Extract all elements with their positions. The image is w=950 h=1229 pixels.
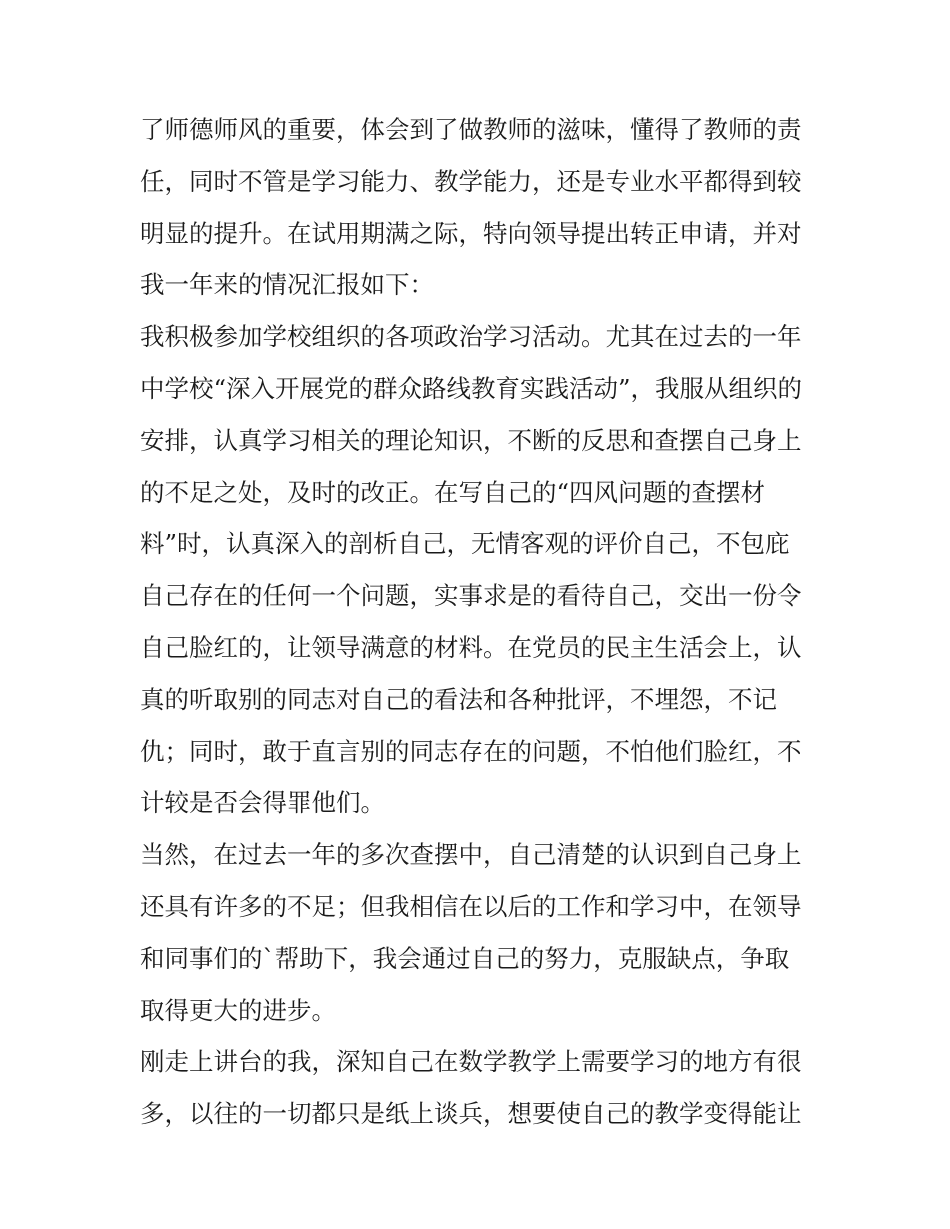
text-line: 计较是否会得罪他们。 (140, 788, 385, 818)
body-text (140, 104, 820, 1140)
text-line: 我一年来的情况汇报如下： (140, 270, 434, 300)
text-line: 自己存在的任何一个问题，实事求是的看待自己，交出一份令 (140, 581, 802, 611)
text-line: 还具有许多的不足；但我相信在以后的工作和学习中，在领导 (140, 891, 802, 921)
text-line: 多，以往的一切都只是纸上谈兵，想要使自己的教学变得能让 (140, 1099, 802, 1129)
text-line: 和同事们的`帮助下，我会通过自己的努力，克服缺点，争取 (140, 943, 790, 973)
text-line: 取得更大的进步。 (140, 995, 336, 1025)
text-line: 自己脸红的，让领导满意的材料。在党员的民主生活会上，认 (140, 632, 802, 662)
text-line: 刚走上讲台的我，深知自己在数学教学上需要学习的地方有很 (140, 1047, 802, 1077)
text-line: 了师德师风的重要，体会到了做教师的滋味，懂得了教师的责 (140, 115, 802, 144)
text-line: 我积极参加学校组织的各项政治学习活动。尤其在过去的一年 (140, 322, 802, 352)
text-line: 中学校“深入开展党的群众路线教育实践活动”，我服从组织的 (140, 373, 803, 403)
text-line: 的不足之处，及时的改正。在写自己的“四风问题的查摆材 (140, 477, 766, 507)
text-line: 料”时，认真深入的剖析自己，无情客观的评价自己，不包庇 (140, 529, 790, 559)
text-line: 安排，认真学习相关的理论知识，不断的反思和查摆自己身上 (140, 425, 802, 455)
text-line: 当然，在过去一年的多次查摆中，自己清楚的认识到自己身上 (140, 840, 802, 870)
text-line: 任，同时不管是学习能力、教学能力，还是专业水平都得到较 (140, 166, 802, 196)
text-line: 真的听取别的同志对自己的看法和各种批评，不埋怨，不记 (140, 684, 777, 714)
text-line: 明显的提升。在试用期满之际，特向领导提出转正申请，并对 (140, 218, 802, 248)
text-line: 仇；同时，敢于直言别的同志存在的问题，不怕他们脸红，不 (140, 736, 802, 766)
